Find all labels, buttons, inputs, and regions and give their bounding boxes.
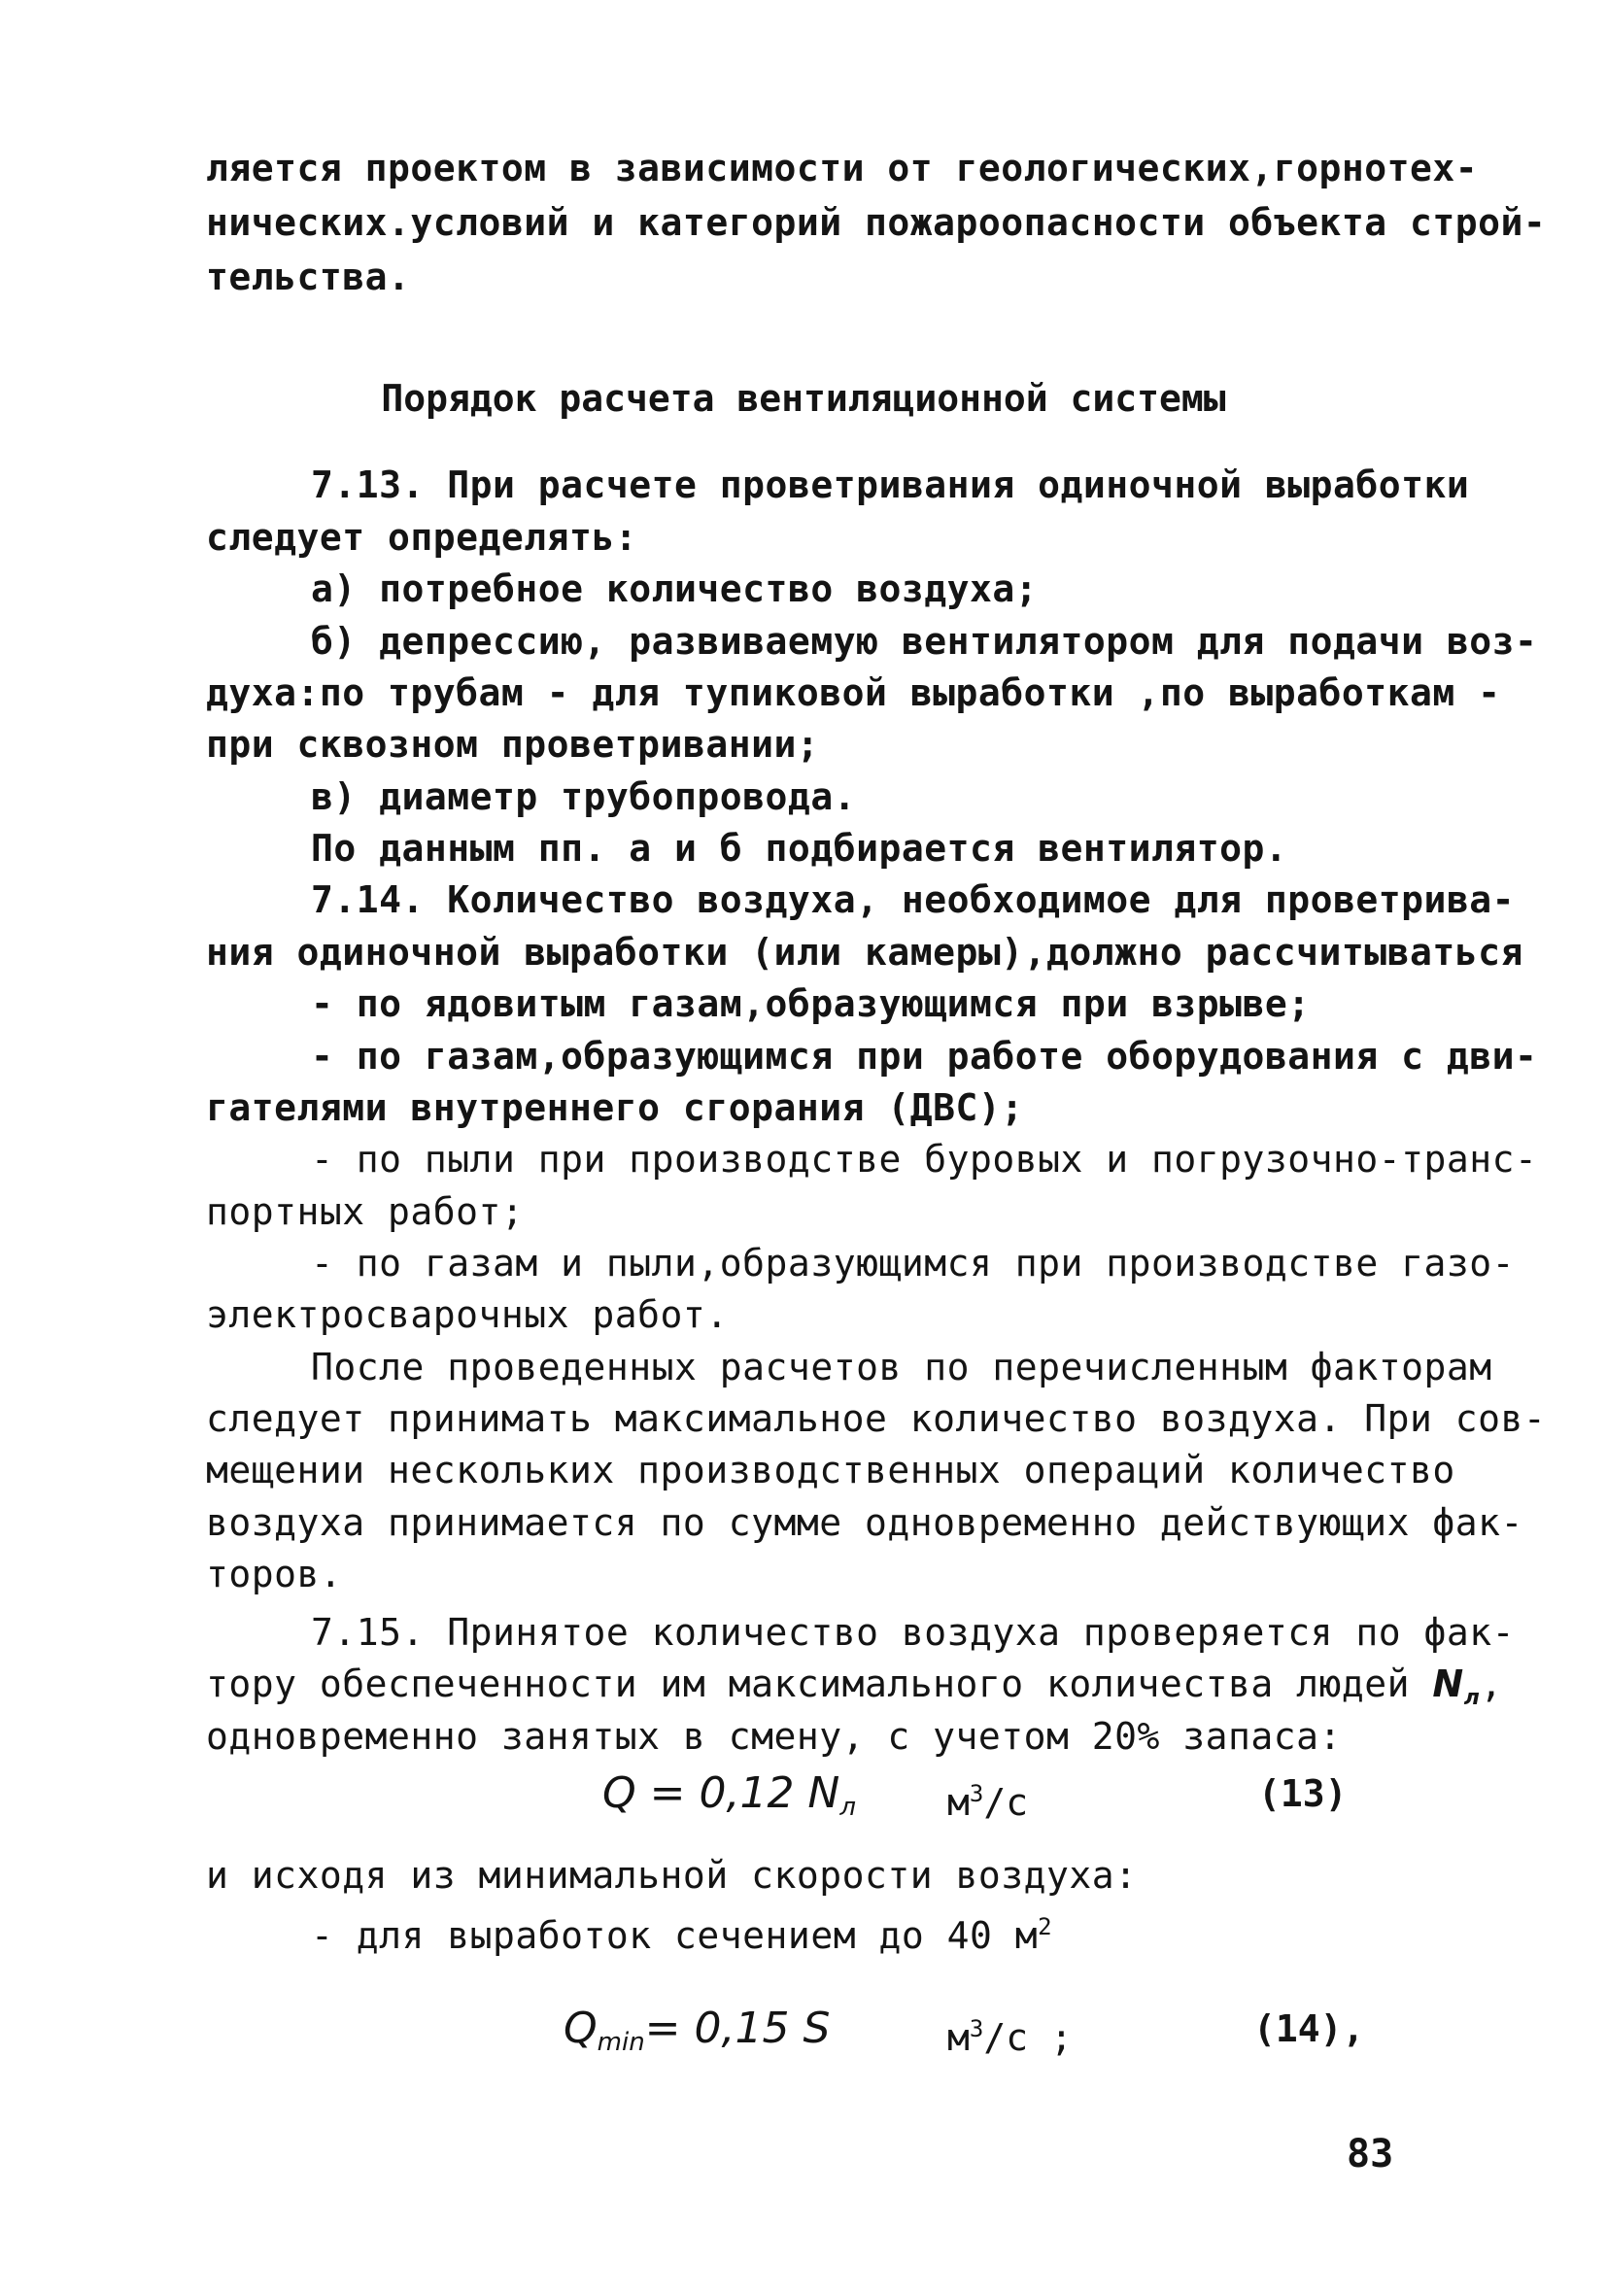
text-line: гателями внутреннего сгорания (ДВС); xyxy=(206,1086,1024,1129)
text-fragment: , xyxy=(1480,1662,1503,1705)
list-item: - по ядовитым газам,образующимся при взрыве; xyxy=(311,982,1311,1025)
text-line: одновременно занятых в смену, с учетом 20% запаса: xyxy=(206,1715,1342,1758)
units-base: м xyxy=(947,2016,970,2059)
formula-13 xyxy=(602,1766,856,1834)
text-line: следует принимать максимальное количество воздуха. При сов- xyxy=(206,1397,1547,1440)
formula-subscript: min xyxy=(597,2028,645,2057)
text-line: духа:по трубам - для тупиковой выработки ,по выработкам - xyxy=(206,671,1501,714)
formula-lhs: Q = 0,12 N xyxy=(602,1768,840,1818)
units-base: м xyxy=(947,1781,970,1824)
text-fragment: тору обеспеченности им максимального количества людей xyxy=(206,1662,1411,1705)
symbol-n: N xyxy=(1432,1662,1464,1705)
text-line: при сквозном проветривании; xyxy=(206,723,820,766)
list-item: - по газам и пыли,образующимся при производстве газо- xyxy=(311,1242,1516,1285)
text-line: 7.15. Принятое количество воздуха проверяется по фак- xyxy=(311,1611,1516,1654)
units-exponent: 3 xyxy=(969,2015,984,2042)
symbol-subscript: л xyxy=(1463,1686,1481,1710)
formula-rhs: = 0,15 S xyxy=(644,2004,831,2053)
text-line: мещении нескольких производственных операций количество xyxy=(206,1449,1455,1491)
list-item xyxy=(311,1902,1052,1960)
text-line: электросварочных работ. xyxy=(206,1293,729,1336)
text-line: После проведенных расчетов по перечисленным факторам xyxy=(311,1346,1492,1388)
formula-units xyxy=(947,2002,1073,2065)
text-line: и исходя из минимальной скорости воздуха: xyxy=(206,1854,1138,1897)
text-line: 7.14. Количество воздуха, необходимое для проветрива- xyxy=(311,878,1516,921)
area-exponent: 2 xyxy=(1038,1913,1053,1940)
list-item: - по пыли при производстве буровых и погрузочно-транс- xyxy=(311,1138,1538,1181)
text-line: тельства. xyxy=(206,256,411,298)
text-line: воздуха принимается по сумме одновременно действующих фак- xyxy=(206,1501,1523,1544)
list-item: б) депрессию, развиваемую вентилятором для подачи воз- xyxy=(311,620,1538,663)
text-line: торов. xyxy=(206,1553,343,1595)
units-exponent: 3 xyxy=(969,1780,984,1807)
text-line: ляется проектом в зависимости от геологических,горнотех- xyxy=(206,147,1479,189)
text-line: нических.условий и категорий пожароопасности объекта строй- xyxy=(206,201,1547,244)
page-number: 83 xyxy=(1347,2132,1394,2176)
text-line: следует определять: xyxy=(206,516,638,559)
list-item: - по газам,образующимся при работе оборудования с дви- xyxy=(311,1035,1538,1078)
equation-number: (13) xyxy=(1258,1772,1348,1815)
units-tail: /с xyxy=(983,1781,1029,1824)
section-heading: Порядок расчета вентиляционной системы xyxy=(381,377,1226,420)
text-line: 7.13. При расчете проветривания одиночной выработки xyxy=(311,463,1470,506)
formula-subscript: л xyxy=(839,1793,856,1822)
formula-lhs: Q xyxy=(564,2004,598,2053)
formula-14 xyxy=(564,2002,830,2070)
equation-number: (14), xyxy=(1253,2007,1365,2050)
list-item: а) потребное количество воздуха; xyxy=(311,567,1039,610)
symbol-n-l xyxy=(1432,1662,1481,1710)
text-fragment: - для выработок сечением до 40 м xyxy=(311,1914,1039,1957)
units-tail: /с ; xyxy=(983,2016,1073,2059)
text-line: По данным пп. а и б подбирается вентилятор. xyxy=(311,827,1288,870)
formula-units xyxy=(947,1766,1028,1830)
list-item: в) диаметр трубопровода. xyxy=(311,775,857,818)
text-line: портных работ; xyxy=(206,1190,525,1233)
text-line: ния одиночной выработки (или камеры),должно рассчитываться xyxy=(206,931,1523,974)
